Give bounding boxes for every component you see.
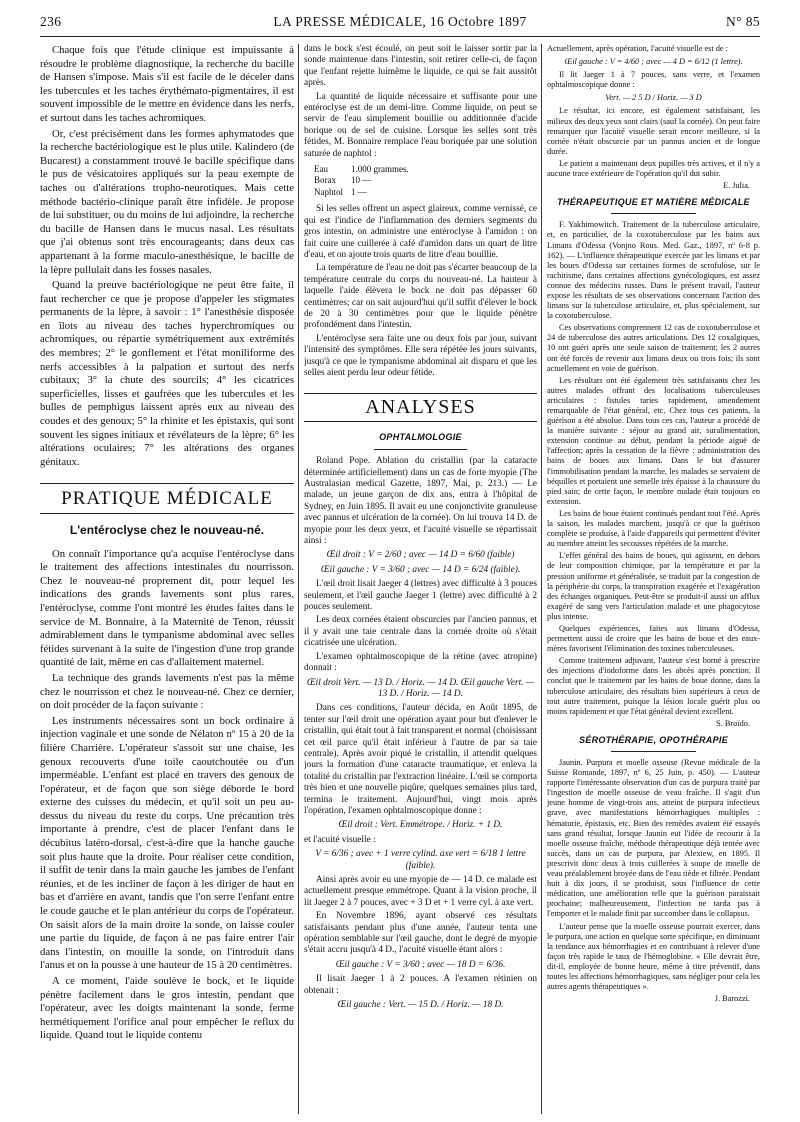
- formula: Œil gauche : V = 3/60 ; avec — 14 D = 6/24 (faible).: [320, 564, 521, 575]
- section-title: PRATIQUE MÉDICALE: [40, 483, 294, 514]
- paragraph: L'auteur pense que la moelle osseuse pourrait exercer, dans le purpura, une action en quelque sorte spécifique, en diminuant la tendance aux hémorrhagies et en contribuant à relever d'une façon très rapide le taux de l'hémoglobine. « Elle devrait être, dit-il, employée de bonne heure, même à titre préventif, dans toutes les affections hémorrhagiques, sans négliger pour cela les autres agents thérapeutiques ».: [547, 921, 760, 992]
- page-number: 236: [40, 14, 62, 29]
- paragraph: L'œil droit lisait Jaeger 4 (lettres) avec difficulté à 3 pouces seulement, et l'œil gauche Jaeger 1 (lettre) avec difficulté à 2 pouces seulement.: [304, 579, 537, 613]
- formula-row: [314, 164, 417, 175]
- formula: Vert. — 2 5 D / Horiz. — 3 D: [605, 93, 702, 103]
- column-divider: [298, 44, 299, 1114]
- paragraph: Ainsi après avoir eu une myopie de — 14 D. ce malade est actuellement presque emmétrope. Quant à la vision proche, il lit Jaeger 2 à 7 pouces, avec + 3 D et + 1 verre cyl. à axe vert.: [304, 875, 537, 908]
- divider: [611, 751, 696, 752]
- paragraph: L'effet général des bains de boues, qui agissent, en dehors de leur composition chimique, par la température et par la pression uniforme et généralisée, se traduit par la congestion de la périphérie du corps, la transpiration exagérée et l'exagération des échanges organiques. Peut-être se produit-il aussi un afflux exagéré de sang vers l'articulation malade et une phagocytose plus intense.: [547, 551, 760, 621]
- formula: Œil droit : Vert. Emmétrope. / Horiz. + 1 D.: [338, 820, 503, 831]
- paragraph: Quand la preuve bactériologique ne peut être faite, il faut rechercher ce que je propose d'appeler les stigmates permanents de la lèpre, à savoir : 1° l'anesthésie disposée en îlots au niveau des taches hyperchromiques ou achromiques, ou répartie symétriquement aux extrémités des membres; 2° le gonflement et l'état moniliforme des nerfs accessibles à la palpation et surtout des nerfs cubitaux; 3° la chute des sourcils; 4° les cicatrices superficielles, lisses et gaufrées que les tubercules et les bulles de pemphigus laissent après eux au niveau des coudes et des genoux; 5° la rhinite et les épistaxis, qui sont souvent les signes initiaux et révélateurs de la lèpre; 6° les altérations oculaires; 7° les altérations des organes génitaux.: [40, 279, 294, 468]
- paragraph: La température de l'eau ne doit pas s'écarter beaucoup de la température centrale du corps du nouveau-né. La hauteur à laquelle l'aide élèvera le bock ne doit pas dépasser 60 centimètres; car on sait aujourd'hui qu'il suffit d'élever le bock de 20 à 30 centimètres pour que le liquide pénètre profondément dans l'intestin.: [304, 263, 537, 331]
- column-divider: [541, 44, 542, 1114]
- formula: Œil droit : V = 2/60 ; avec — 14 D = 6/60 (faible): [326, 550, 515, 561]
- page-header: [40, 14, 760, 34]
- ingredient: Naphtol: [314, 186, 343, 197]
- quantity: 10 —: [351, 175, 372, 186]
- paragraph: Jaunin. Purpura et moelle osseuse (Revue médicale de la Suisse Romande, 1897, nº 6, 25 Juin, p. 450). — L'auteur rapporte l'intéressante observation d'un cas de purpura traité par l'ingestion de moelle osseuse de veau fraîche. Il s'agit d'un jeune homme de vingt-trois ans, atteint de purpura infectieux grave, avec manifestations hémorrhagiques multiples : hématurie, épistaxis, etc. Bien des remèdes avaient été essayés sans grand résultat, lorsque Jaunin eut l'idée de recourir à la moelle osseuse fraîche, méthode thérapeutique déjà tentée avec succès, dans un cas de purpura, par Alexiew, en 1895. Il prescrivit donc deux à trois cuillerées à soupe de moelle de veau préalablement broyée dans de l'eau tiède et filtrée. Pendant huit à dix jours, il se produisit, sous l'influence de cette médication, une amélioration telle que la guérison paraissait prochaine; malheureusement, l'infection ne tarda pas à l'emporter et le malade finit par succomber dans le collapsus.: [547, 758, 760, 919]
- paragraph: Le patient a maintenant deux pupilles très actives, et il n'y a aucune trace extérieure de l'opération qu'il dut subir.: [547, 158, 760, 179]
- formula-table: [314, 164, 417, 198]
- article-title: L'entéroclyse chez le nouveau-né.: [69, 523, 265, 537]
- category-title: THÉRAPEUTIQUE ET MATIÈRE MÉDICALE: [557, 197, 750, 208]
- paragraph: Chaque fois que l'étude clinique est impuissante à résoudre le problème diagnostique, la recherche du bacille de Hansen s'impose. Mais s'il est facile de le déceler dans les tubercules et les taches érythémato-pigmentaires, il est souvent impossible de le mettre en évidence dans les nerfs, et surtout dans les taches achromiques.: [40, 44, 294, 124]
- divider: [611, 213, 696, 214]
- paragraph: Il lisait Jaeger 1 à 2 pouces. A l'examen rétinien on obtenait :: [304, 974, 537, 996]
- quantity: 1.000 grammes.: [351, 164, 409, 175]
- author-signature: J. Barozzi.: [714, 994, 750, 1004]
- divider: [374, 449, 467, 450]
- column-1: [40, 44, 294, 1114]
- paragraph: Le résultat, ici encore, est également satisfaisant, les milieux des deux yeux sont clairs (sauf la cornée). On peut faire remarquer que l'acuité visuelle serait encore meilleure, si la cornée n'était obscurcie par un pannus ancien et de longue durée.: [547, 106, 760, 156]
- paragraph: A ce moment, l'aide soulève le bock, et le liquide pénètre facilement dans le gros intestin, pendant que l'opérateur, avec les doigts maintenant la sonde, ferme hermétiquement l'orifice anal pour empêcher le reflux du liquide. Quand tout le liquide contenu: [40, 975, 294, 1042]
- paragraph: Quelques expériences, faites aux limans d'Odessa, permettent aussi de croire que les bains de boue et des eaux-mères favorisent l'élimination des toxines tuberculeuses.: [547, 623, 760, 654]
- formula: Œil gauche : V = 4/60 ; avec — 4 D = 6/12 (1 lettre).: [564, 57, 743, 67]
- paragraph: F. Yakhimowitch. Traitement de la tuberculose articulaire, et, en particulier, de la coxotuberculose par les bains aux Limans d'Odessa (Vonjno Rous. Med. Gaz., 1897, nº 6-8 p. 162). — L'influence thérapeutique exercée par les limans et par les boues d'Odessa sur certaines formes de scrofulose, sur le rachitisme, dans certaines affections gynécologiques, est assez connue des médecins russes. Dans le présent travail, l'auteur expose les résultats de ses observations concernant l'action des limans sur la tuberculose articulaire, et, plus spécialement, sur la coxotuberculose.: [547, 220, 760, 321]
- paragraph: La technique des grands lavements n'est pas la même chez le nourrisson et chez le nouveau-né. Chez ce dernier, on doit procéder de la façon suivante :: [40, 671, 294, 712]
- paragraph: Les instruments nécessaires sont un bock ordinaire à injection vaginale et une sonde de Nélaton nº 15 à 20 de la filière Charrière. L'opérateur s'assoit sur une chaise, les genoux recouverts d'une toile caoutchoutée ou d'un imperméable. L'enfant est placé en travers des genoux de l'opérateur, et de façon que son siège déborde le bord externe des cuisses du médecin, et qu'il soit un peu au-dessus du niveau du reste du corps. Une précaution très importante à prendre, c'est de placer l'enfant dans le décubitus latéro-dorsal, c'est-à-dire que la hanche gauche soit plus haute que la droite. Pour réaliser cette condition, il suffit de tenir dans la main gauche les jambes de l'enfant réunies, et de les incliner de façon à les diriger de haut en bas et d'arrière en avant, tandis que l'on serre l'enfant entre le coude gauche et le plan antérieur du corps de l'opérateur. On saisit alors de la main droite la sonde, on laisse couler une partie du liquide, de façon à ne pas faire entrer l'air dans l'intestin, on mouille la sonde, on l'introduit dans l'anus et on la pousse à une hauteur de 15 à 20 centimètres.: [40, 714, 294, 972]
- paragraph: On connaît l'importance qu'a acquise l'entéroclyse dans le traitement des affections intestinales du nourrisson. Chez le nouveau-né proprement dit, pour lequel les indications des grands lavements sont plus rares, l'entéroclyse, comme l'ont montré les études faites dans le service de M. Bonnaire, à la Maternité de Tenon, réussit admirablement dans le tympanisme abdominal avec selles fétides survenant à la suite de l'ingestion d'une trop grande quantité de lait, même en cas d'allaitement maternel.: [40, 547, 294, 669]
- paragraph: Les bains de boue étaient continués pendant tout l'été. Après la saison, les malades marchent, jusqu'à ce que la guérison complète se produise, à l'aide d'appareils qui permettent d'éviter au membre atteint les secousses répétées de la marche.: [547, 508, 760, 549]
- category-title: OPHTALMOLOGIE: [379, 431, 462, 442]
- category-title: SÉROTHÉRAPIE, OPOTHÉRAPIE: [578, 734, 729, 745]
- author-signature: S. Broïdo.: [716, 718, 750, 728]
- column-3: [547, 44, 760, 1114]
- paragraph: Or, c'est précisément dans les formes aphymatodes que la recherche bactériologique est le plus utile. Kalindero (de Bucarest) a constamment trouvé le bacille spécifique dans le pus de vésicatoires appliqués sur la peau exempte de taches ou d'altérations tropho-neurotiques. Mais cette méthode bactério-clinique paraît être infidèle. Je propose de lui substituer, ou du moins de lui adjoindre, la recherche du bacille de Hansen dans le mucus nasal. Les résultats que j'ai obtenus sont très encourageants; dans deux cas appartenant à la forme maculo-anesthésique, le bacille de la lèpre pullulait dans les fosses nasales.: [40, 127, 294, 276]
- paragraph: Ces observations comprennent 12 cas de coxotuberculose et 24 de tuberculose des autres articulations. Des 12 coxalgiques, 10 ont guéri après une seule saison de traitement; les 2 autres ont été forcés de revenir aux limans deux ou trois fois; ils sont actuellement en voie de guérison.: [547, 323, 760, 373]
- paragraph: Les deux cornées étaient obscurcies par l'ancien pannus, et il y avait une taie centrale dans la cornée droite où s'était cicatrisée une ulcération.: [304, 615, 537, 649]
- formula: V = 6/36 ; avec + 1 verre cylind. axe vert = 6/18 1 lettre (faible).: [315, 849, 526, 871]
- formula-row: [314, 175, 417, 186]
- paragraph: dans le bock s'est écoulé, on peut soit le laisser sortir par la sonde maintenue dans l'intestin, soit retirer celle-ci, de façon que l'enfant rejette luimême le liquide, ce qui se fait aussitôt après.: [304, 44, 537, 89]
- header-rule: [40, 36, 760, 37]
- paragraph: Dans ces conditions, l'auteur décida, en Août 1895, de tenter sur l'œil droit une opération ayant pour but d'enlever le cristallin, qui était tout à fait transparent et normal (choisissant cet œil parce qu'il était inférieur à l'autre de par sa taie centrale). Après avoir piqué le cristallin, il attendit quelques jours la formation d'une cataracte traumatique, et enleva la totalité du cristallin par l'extraction linéaire. L'œil se comporta très bien et une nouvelle piqûre, quelques semaines plus tard, termina le traitement. Aujourd'hui, vingt mois après l'opération, l'examen ophtalmoscopique donne :: [304, 703, 537, 816]
- issue-number: N° 85: [725, 14, 760, 29]
- paragraph: Si les selles offrent un aspect glaireux, comme vernissé, ce qui est l'indice de l'inflammation des derniers segments du gros intestin, on administre une entéroclyse à l'amidon : on fait cuire une cuillerée à café d'amidon dans un quart de litre d'eau, et on ajoute trois quarts de litre d'eau bouillie.: [304, 204, 537, 260]
- formula: Œil droit Vert. — 13 D. / Horiz. — 14 D. Œil gauche Vert. — 13 D. / Horiz. — 14 D.: [306, 677, 535, 699]
- paragraph: L'entéroclyse sera faite une ou deux fois par jour, suivant l'intensité des symptômes. Elle sera répétée les jours suivants, jusqu'à ce que le tympanisme abdominal ait disparu et que les selles aient perdu leur odeur fétide.: [304, 333, 537, 378]
- paragraph: En Novembre 1896, ayant observé ces résultats satisfaisants pendant plus d'une année, l'auteur tenta une opération semblable sur l'œil gauche, dont le degré de myopie s'était accru jusqu'à 4 D., l'acuité visuelle étant alors :: [304, 911, 537, 956]
- column-2: [304, 44, 537, 1114]
- paragraph: L'examen ophtalmoscopique de la rétine (avec atropine) donnait :: [304, 651, 537, 674]
- paragraph: Il lit Jaeger 1 à 7 pouces, sans verre, et l'examen ophtalmoscopique donne :: [547, 70, 760, 90]
- ingredient: Borax: [314, 175, 336, 186]
- paragraph: Roland Pope. Ablation du cristallin (par la cataracte déterminée artificiellement) dans un cas de forte myopie (The Australasian medical Gazette, 1897, Mai, p. 213.) — Le malade, un jeune garçon de dix ans, entra à l'hôpital de Sydney, en Juin 1895. Il avait eu une conjonctivite granuleuse avec pannus et ulcération de la cornée). On lui trouva 14 D. de myopie pour les deux yeux, et l'acuité visuelle se répartissait ainsi :: [304, 456, 537, 547]
- paragraph: Actuellement, après opération, l'acuité visuelle est de :: [547, 44, 728, 53]
- quantity: 1 —: [351, 186, 367, 197]
- paragraph: Comme traitement adjuvant, l'auteur s'est borné à prescrire des injections d'iodoforme dans les abcès après ponction. Il conclut que le traitement par les bains de boue donne, dans la tuberculose articulaire, des résultats bien supérieurs à ceux de tout autre traitement, puisque la lésion locale guérit plus ou moins rapidement et que l'état général devient excellent.: [547, 656, 760, 716]
- paragraph: Les résultats ont été également très satisfaisants chez les autres malades offrant des localisations tuberculeuses articulaires : fistules taries rapidement, amendement remarquable de l'état général, etc. Chez tous ces patients, la guérison a été absolue. Dans tous ces cas, l'auteur a procédé de la manière suivante : séjour au grand air, suralimentation, extension continue au début, pendant la période aiguë de l'affection; après la cessation de la fièvre : administration des bains de boues aux limans. Dans le but d'assurer l'immobilisation pendant la marche, les malades se servaient de béquilles et portaient une semelle très épaisse à la chaussure du pied sain; de cette façon, le membre malade était toujours en extension.: [547, 375, 760, 506]
- author-signature: E. Julia.: [723, 181, 750, 191]
- formula: Œil gauche : V = 3/60 ; avec — 18 D = 6/36.: [335, 959, 506, 970]
- ingredient: Eau: [314, 164, 328, 175]
- analyses-title: ANALYSES: [304, 393, 537, 421]
- journal-title: LA PRESSE MÉDICALE, 16 Octobre 1897: [273, 14, 527, 29]
- formula-row: [314, 187, 417, 198]
- paragraph: La quantité de liquide nécessaire et suffisante pour une entéroclyse est de un demi-litre. Comme liquide, on peut se servir de l'eau simplement bouillie ou additionnée d'acide borique ou de sel de cuisine. Lorsque les selles sont très fétides, M. Bonnaire remplace l'eau boriquée par une solution saturée de naphtol :: [304, 91, 537, 159]
- paragraph: et l'acuité visuelle :: [304, 834, 376, 845]
- formula: Œil gauche : Vert. — 15 D. / Horiz. — 18 D.: [337, 1000, 504, 1011]
